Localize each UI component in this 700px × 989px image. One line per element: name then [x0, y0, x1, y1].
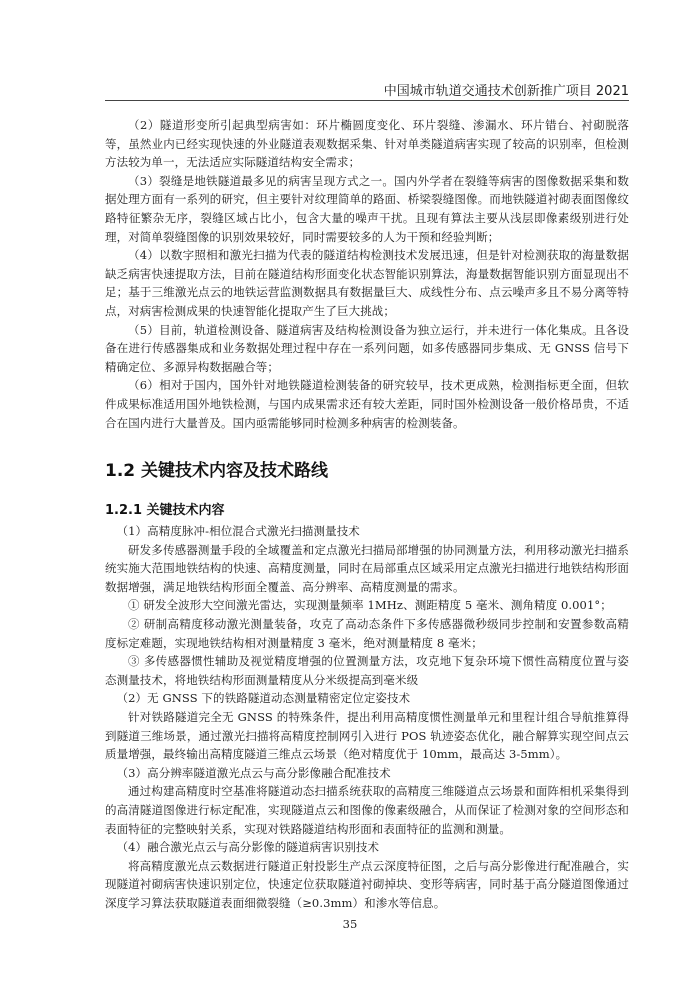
list-item: ③ 多传感器惯性辅助及视觉精度增强的位置测量方法，攻克地下复杂环境下惯性高精度位置与姿态测量技术，将地铁结构形面测量精度从分米级提高到毫米级	[105, 654, 629, 687]
header-divider	[105, 100, 629, 101]
list-item: ② 研制高精度移动激光测量装备，攻克了高动态条件下多传感器微秒级同步控制和安置参数高精度标定难题，实现地铁结构相对测量精度 3 毫米，绝对测量精度 8 毫米；	[105, 617, 629, 650]
item-heading: （2）无 GNSS 下的铁路隧道动态测量精密定位定姿技术	[116, 691, 411, 706]
subsection-heading: 1.2.1 关键技术内容	[105, 503, 225, 519]
body-paragraph: 研发多传感器测量手段的全域覆盖和定点激光扫描局部增强的协同测量方法，利用移动激光扫描系统实施大范围地铁结构的快速、高精度测量，同时在局部重点区域采用定点激光扫描进行地铁结构形面数据增强，满足地铁结构形面全覆盖、高分辨率、高精度测量的需求。	[105, 542, 629, 594]
body-paragraph: （2）隧道形变所引起典型病害如：环片椭圆度变化、环片裂缝、渗漏水、环片错台、衬砌脱落等，虽然业内已经实现快速的外业隧道表观数据采集、针对单类隧道病害实现了较高的识别率，但检测方法较为单一，无法适应实际隧道结构安全需求；	[105, 118, 629, 170]
body-paragraph: 针对铁路隧道完全无 GNSS 的特殊条件，提出利用高精度惯性测量单元和里程计组合导航推算得到隧道三维场景，通过激光扫描将高精度控制网引入进行 POS 轨迹姿态优化，融合解算实现空间点云质量增强，最终输出高精度隧道三维点云场景（绝对精度优于 10mm，最高达 3-5mm）。	[105, 710, 629, 762]
item-heading: （1）高精度脉冲-相位混合式激光扫描测量技术	[116, 524, 360, 539]
list-item: ① 研发全波形大空间激光雷达，实现测量频率 1MHz、测距精度 5 毫米、测角精度 0.001°；	[128, 598, 612, 613]
body-paragraph: （6）相对于国内，国外针对地铁隧道检测装备的研究较早，技术更成熟，检测指标更全面，但软件成果标准适用国外地铁检测，与国内成果需求还有较大差距，同时国外检测设备一般价格昂贵，不适合在国内进行大量普及。国内亟需能够同时检测多种病害的检测装备。	[105, 378, 629, 430]
body-paragraph: （5）目前，轨道检测设备、隧道病害及结构检测设备为独立运行，并未进行一体化集成。且各设备在进行传感器集成和业务数据处理过程中存在一系列问题，如多传感器同步集成、无 GNSS 信号下精确定位、多源异构数据融合等；	[105, 322, 629, 374]
body-paragraph: 将高精度激光点云数据进行隧道正射投影生产点云深度特征图，之后与高分影像进行配准融合，实现隧道衬砌病害快速识别定位，快速定位获取隧道衬砌掉块、变形等病害，同时基于高分隧道图像通过深度学习算法获取隧道表面细微裂缝（≥0.3mm）和渗水等信息。	[105, 858, 629, 910]
section-heading: 1.2 关键技术内容及技术路线	[105, 461, 329, 482]
running-header: 中国城市轨道交通技术创新推广项目 2021	[383, 84, 629, 99]
page-body	[105, 116, 629, 913]
page-number: 35	[342, 917, 358, 931]
item-heading: （4）融合激光点云与高分影像的隧道病害识别技术	[116, 840, 380, 855]
item-heading: （3）高分辨率隧道激光点云与高分影像融合配准技术	[116, 765, 391, 780]
body-paragraph: 通过构建高精度时空基准将隧道动态扫描系统获取的高精度三维隧道点云场景和面阵相机采集得到的高清隧道图像进行标定配准，实现隧道点云和图像的像素级融合，从而保证了检测对象的空间形态和表面特征的完整映射关系，实现对铁路隧道结构形面和表面特征的监测和测量。	[105, 784, 629, 836]
body-paragraph: （3）裂缝是地铁隧道最多见的病害呈现方式之一。国内外学者在裂缝等病害的图像数据采集和数据处理方面有一系列的研究，但主要针对纹理简单的路面、桥梁裂缝图像。而地铁隧道衬砌表面图像纹路特征繁杂无序，裂缝区域占比小，包含大量的噪声干扰。且现有算法主要从浅层即像素级别进行处理，对简单裂缝图像的识别效果较好，同时需要较多的人为干预和经验判断；	[105, 173, 629, 244]
body-paragraph: （4）以数字照相和激光扫描为代表的隧道结构检测技术发展迅速，但是针对检测获取的海量数据缺乏病害快速提取方法，目前在隧道结构形面变化状态智能识别算法，海量数据智能识别方面显现出不足；基于三维激光点云的地铁运营监测数据具有数据量巨大、成线性分布、点云噪声多且不易分离等特点，对病害检测成果的快速智能化提取产生了巨大挑战；	[105, 248, 629, 318]
